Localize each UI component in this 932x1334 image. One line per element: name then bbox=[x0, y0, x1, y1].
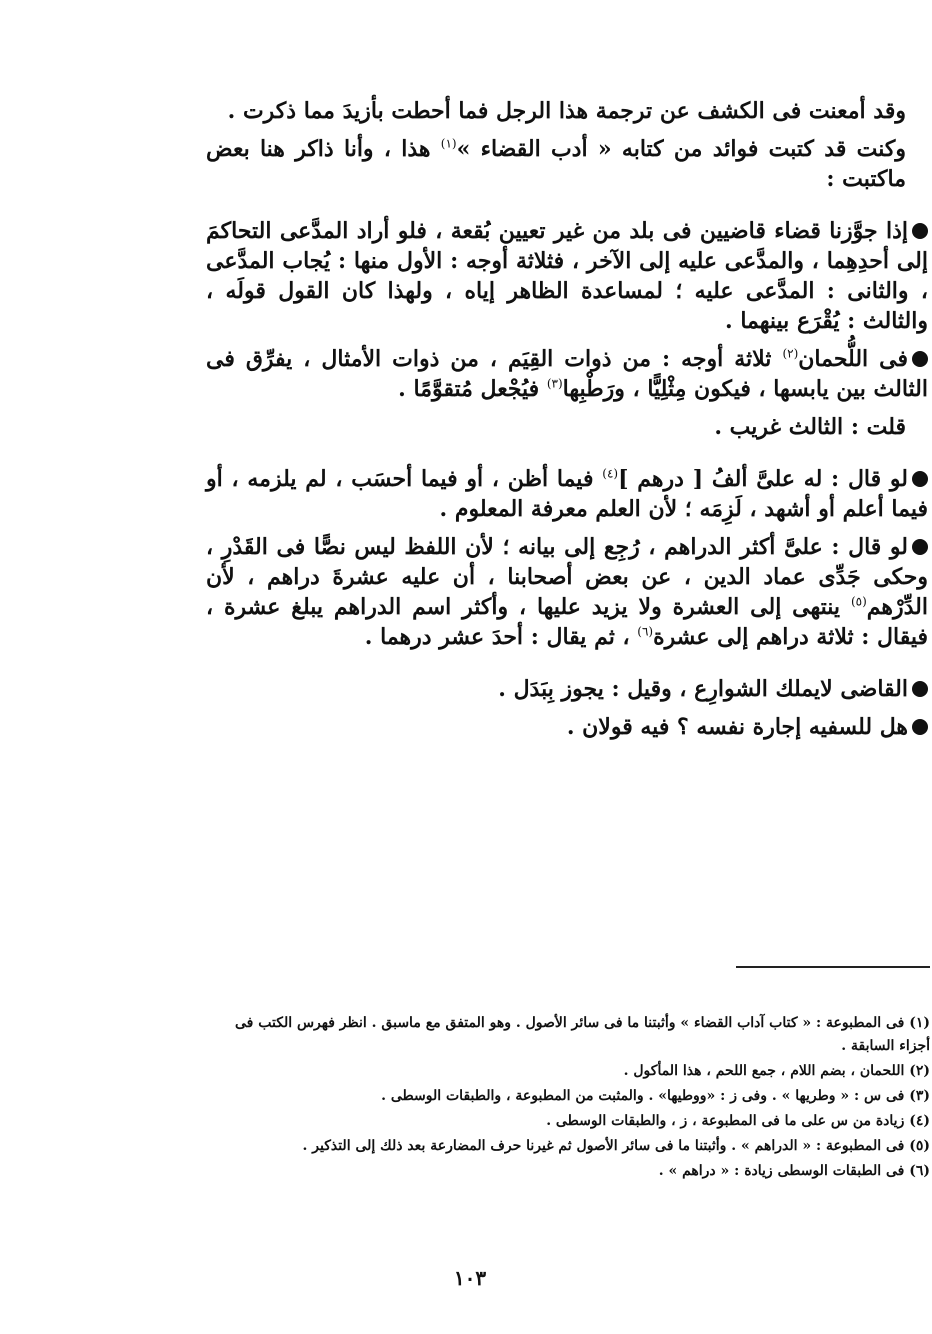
paragraph-7-text-b: ينتهى إلى العشرة ولا يزيد عليها ، وأكثر اسم الدراهم يبلغ عشرة ، فيقال : ثلاثة دراهم إلى عشرة bbox=[206, 594, 928, 650]
paragraph-1 bbox=[206, 96, 928, 126]
footnote-ref-4: (٤) bbox=[602, 466, 619, 481]
bullet-icon bbox=[912, 681, 928, 697]
paragraph-4-text-c: فيُجْعل مُتقوَّمًا . bbox=[398, 376, 547, 402]
paragraph-4 bbox=[206, 344, 928, 404]
bullet-icon bbox=[912, 719, 928, 735]
paragraph-6-text-b: فيما أظن ، أو فيما أحسَب ، لم يلزمه ، أو فيما أعلم أو أشهد ، لَزِمَه ؛ لأن العلم معرفة المعلوم . bbox=[206, 466, 928, 522]
paragraph-2-text-a: وكنت قد كتبت فوائد من كتابه « أدب القضاء » bbox=[456, 136, 906, 162]
main-text bbox=[206, 96, 928, 750]
paragraph-7-text-a: لو قال : علىَّ أكثر الدراهم ، رُجِع إلى بيانه ؛ لأن اللفظ ليس نصًّا فى القَدْرِ ، وحكى جَدِّى عماد الدين ، عن بعض أصحابنا ، أن عليه عشرةَ دراهم ، لأن الدِّرْهم bbox=[206, 534, 928, 620]
paragraph-1-text: وقد أمعنت فى الكشف عن ترجمة هذا الرجل فما أحطت بأزيدَ مما ذكرت . bbox=[227, 98, 906, 124]
paragraph-7 bbox=[206, 532, 928, 652]
bullet-icon bbox=[912, 471, 928, 487]
paragraph-3-text: إذا جوَّزنا قضاء قاضيين فى بلد من غير تعيين بُقعة ، فلو أراد المدَّعى التحاكمَ إلى أحدِهِما ، والمدَّعى عليه إلى الآخر ، فثلاثة أوجه : الأول منها : يُجاب المدَّعى ، والثانى : المدَّعى عليه ؛ لمساعدة الظاهر إياه ، ولهذا كان القول قولَه ، والثالث : يُقْرَع بينهما . bbox=[206, 218, 928, 334]
footnote-ref-6: (٦) bbox=[637, 624, 654, 639]
footnote-5: (٥) فى المطبوعة : « الدراهم » . وأثبتنا ما فى سائر الأصول ثم غيرنا حرف المضارعة بعد ذلك إلى التذكير . bbox=[302, 1138, 930, 1154]
paragraph-5-text: قلت : الثالث غريب . bbox=[714, 414, 906, 440]
paragraph-4-text-a: فى اللُّحمان bbox=[798, 346, 908, 372]
footnote-ref-5: (٥) bbox=[850, 594, 867, 609]
paragraph-9-text: هل للسفيه إجارة نفسه ؟ فيه قولان . bbox=[566, 714, 908, 740]
paragraph-8-text: القاضى لايملك الشوارِع ، وقيل : يجوز بِبَدَل . bbox=[498, 676, 908, 702]
footnote-1: (١) فى المطبوعة : « كتاب آداب القضاء » وأثبتنا ما فى سائر الأصول . وهو المتفق مع ماسبق . انظر فهرس الكتب فى أجزاء السابقة . bbox=[235, 1015, 930, 1054]
footnote-divider bbox=[736, 966, 930, 968]
paragraph-2-text-b: هذا ، وأنا ذاكر هنا بعض ماكتبت : bbox=[206, 136, 906, 192]
bullet-icon bbox=[912, 351, 928, 367]
paragraph-4-text-b: ثلاثة أوجه : من ذوات القِيَم ، من ذوات الأمثال ، يفرِّق فى الثالث بين يابسها ، فيكون مِثْلِيًّا ، ورَطْبِها bbox=[206, 346, 928, 402]
paragraph-3 bbox=[206, 216, 928, 336]
paragraph-7-text-c: ، ثم يقال : أحدَ عشر درهما . bbox=[364, 624, 638, 650]
footnotes bbox=[210, 1012, 930, 1185]
paragraph-6 bbox=[206, 464, 928, 524]
paragraph-8 bbox=[206, 674, 928, 704]
bullet-icon bbox=[912, 223, 928, 239]
footnote-6: (٦) فى الطبقات الوسطى زيادة : « دراهم » . bbox=[658, 1163, 930, 1179]
footnote-2: (٢) اللحمان ، بضم اللام ، جمع اللحم ، هذا المأكول . bbox=[623, 1063, 930, 1079]
bullet-icon bbox=[912, 539, 928, 555]
paragraph-9 bbox=[206, 712, 928, 742]
footnote-4: (٤) زيادة من س على ما فى المطبوعة ، ز ، والطبقات الوسطى . bbox=[546, 1113, 930, 1129]
paragraph-5 bbox=[206, 412, 928, 442]
footnote-ref-2: (٢) bbox=[782, 346, 799, 361]
paragraph-2 bbox=[206, 134, 928, 194]
footnote-ref-3: (٣) bbox=[546, 376, 563, 391]
page-number: ١٠٣ bbox=[453, 1266, 487, 1290]
footnote-ref-1: (١) bbox=[440, 136, 457, 151]
paragraph-6-text-a: لو قال : له علىَّ ألفُ [ درهم ] bbox=[618, 466, 908, 492]
footnote-3: (٣) فى س : « وطريها » . وفى ز : «ووطيها» . والمثبت من المطبوعة ، والطبقات الوسطى . bbox=[381, 1088, 930, 1104]
